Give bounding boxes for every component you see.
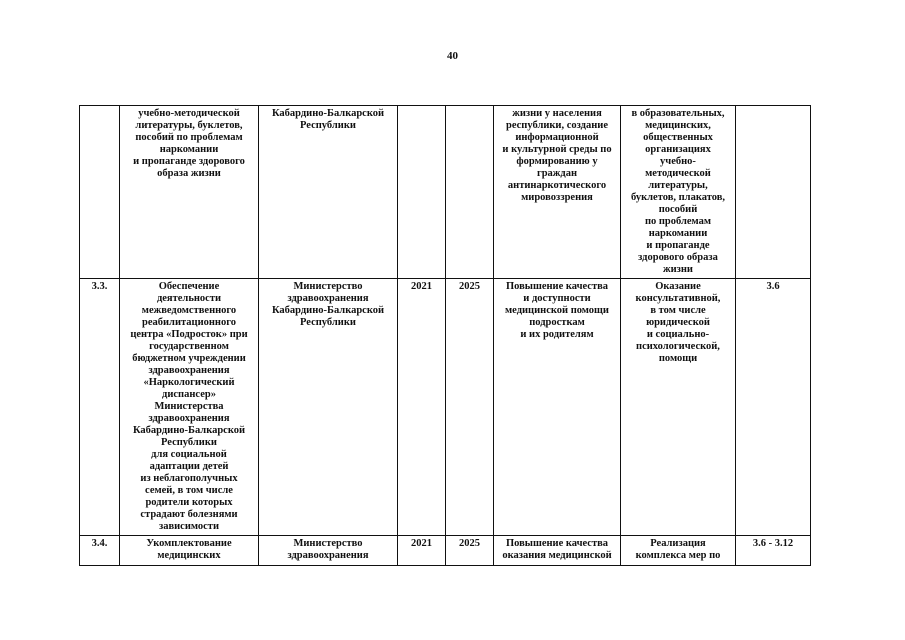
cell-activity: Укомплектование медицинских — [120, 536, 259, 566]
cell-expected-result: жизни у населения республики, создание информационной и культурной среды по формированию у граждан антинаркотического мировоззрения — [494, 106, 621, 279]
cell-start-year — [398, 106, 446, 279]
table-row — [80, 279, 811, 536]
page-number: 40 — [447, 50, 458, 62]
cell-end-year: 2025 — [446, 279, 494, 536]
cell-expected-result: Повышение качества и доступности медицинской помощи подросткам и их родителям — [494, 279, 621, 536]
cell-number — [80, 106, 120, 279]
cell-expected-result: Повышение качества оказания медицинской — [494, 536, 621, 566]
cell-number: 3.3. — [80, 279, 120, 536]
cell-reference: 3.6 - 3.12 — [736, 536, 811, 566]
cell-indicator: Реализация комплекса мер по — [621, 536, 736, 566]
table-row — [80, 106, 811, 279]
cell-activity: учебно-методической литературы, буклетов, пособий по проблемам наркомании и пропаганде здорового образа жизни — [120, 106, 259, 279]
cell-activity: Обеспечение деятельности межведомственного реабилитационного центра «Подросток» при государственном бюджетном учреждении здравоохранения «Наркологический диспансер» Министерства здравоохранения Кабардино-Балкарской Республики для социальной адаптации детей из неблагополучных семей, в том числе родители которых страдают болезнями зависимости — [120, 279, 259, 536]
cell-end-year — [446, 106, 494, 279]
cell-start-year: 2021 — [398, 279, 446, 536]
cell-end-year: 2025 — [446, 536, 494, 566]
cell-executor: Министерство здравоохранения — [259, 536, 398, 566]
cell-executor: Кабардино-Балкарской Республики — [259, 106, 398, 279]
cell-reference — [736, 106, 811, 279]
cell-reference: 3.6 — [736, 279, 811, 536]
cell-number: 3.4. — [80, 536, 120, 566]
table-row — [80, 536, 811, 566]
cell-executor: Министерство здравоохранения Кабардино-Балкарской Республики — [259, 279, 398, 536]
program-activities-table — [79, 105, 811, 566]
cell-start-year: 2021 — [398, 536, 446, 566]
cell-indicator: Оказание консультативной, в том числе юридической и социально- психологической, помощи — [621, 279, 736, 536]
cell-indicator: в образовательных, медицинских, общественных организациях учебно- методической литературы, буклетов, плакатов, пособий по проблемам наркомании и пропаганде здорового образа жизни — [621, 106, 736, 279]
